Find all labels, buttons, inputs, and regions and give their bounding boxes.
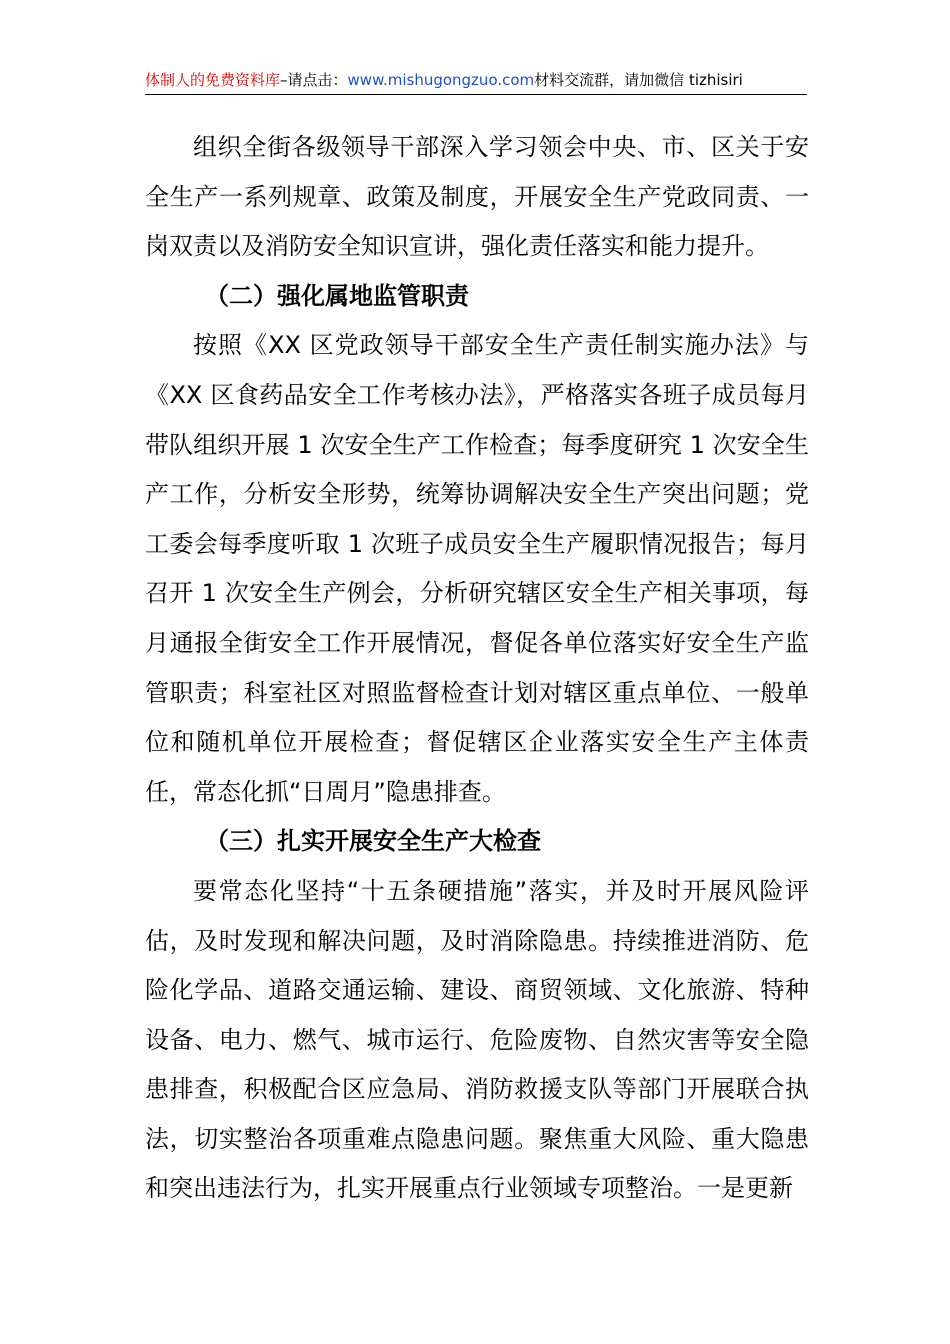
header-brand: 体制人的免费资料库: [145, 71, 281, 89]
document-body: [145, 123, 809, 1214]
header-url-link[interactable]: www.mishugongzuo.com: [347, 71, 535, 89]
header-prompt: –请点击：: [280, 71, 348, 89]
header-contact-text: 材料交流群，请加微信 tizhisiri: [534, 71, 743, 89]
section-heading-2: （二）强化属地监管职责: [205, 281, 469, 310]
paragraph-supervision: 按照《XX 区党政领导干部安全生产责任制实施办法》与《XX 区食药品安全工作考核办法》，严格落实各班子成员每月带队组织开展 1 次安全生产工作检查；每季度研究 1 次安全生产工作，分析安全形势，统筹协调解决安全生产突出问题；党工委会每季度听取 1 次班子成员安全生产履职情况报告；每月召开 1 次安全生产例会，分析研究辖区安全生产相关事项，每月通报全街安全工作开展情况，督促各单位落实好安全生产监管职责；科室社区对照监督检查计划对辖区重点单位、一般单位和随机单位开展检查；督促辖区企业落实安全生产主体责任，常态化抓“日周月”隐患排查。: [145, 331, 809, 806]
paragraph-inspection: 要常态化坚持“十五条硬措施”落实，并及时开展风险评估，及时发现和解决问题，及时消除隐患。持续推进消防、危险化学品、道路交通运输、建设、商贸领域、文化旅游、特种设备、电力、燃气、城市运行、危险废物、自然灾害等安全隐患排查，积极配合区应急局、消防救援支队等部门开展联合执法，切实整治各项重难点隐患问题。聚焦重大风险、重大隐患和突出违法行为，扎实开展重点行业领域专项整治。一是更新: [145, 876, 809, 1203]
paragraph-study: 组织全街各级领导干部深入学习领会中央、市、区关于安全生产一系列规章、政策及制度，开展安全生产党政同责、一岗双责以及消防安全知识宣讲，强化责任落实和能力提升。: [145, 133, 809, 261]
section-heading-3: （三）扎实开展安全生产大检查: [205, 827, 541, 856]
page-header: [145, 68, 807, 95]
